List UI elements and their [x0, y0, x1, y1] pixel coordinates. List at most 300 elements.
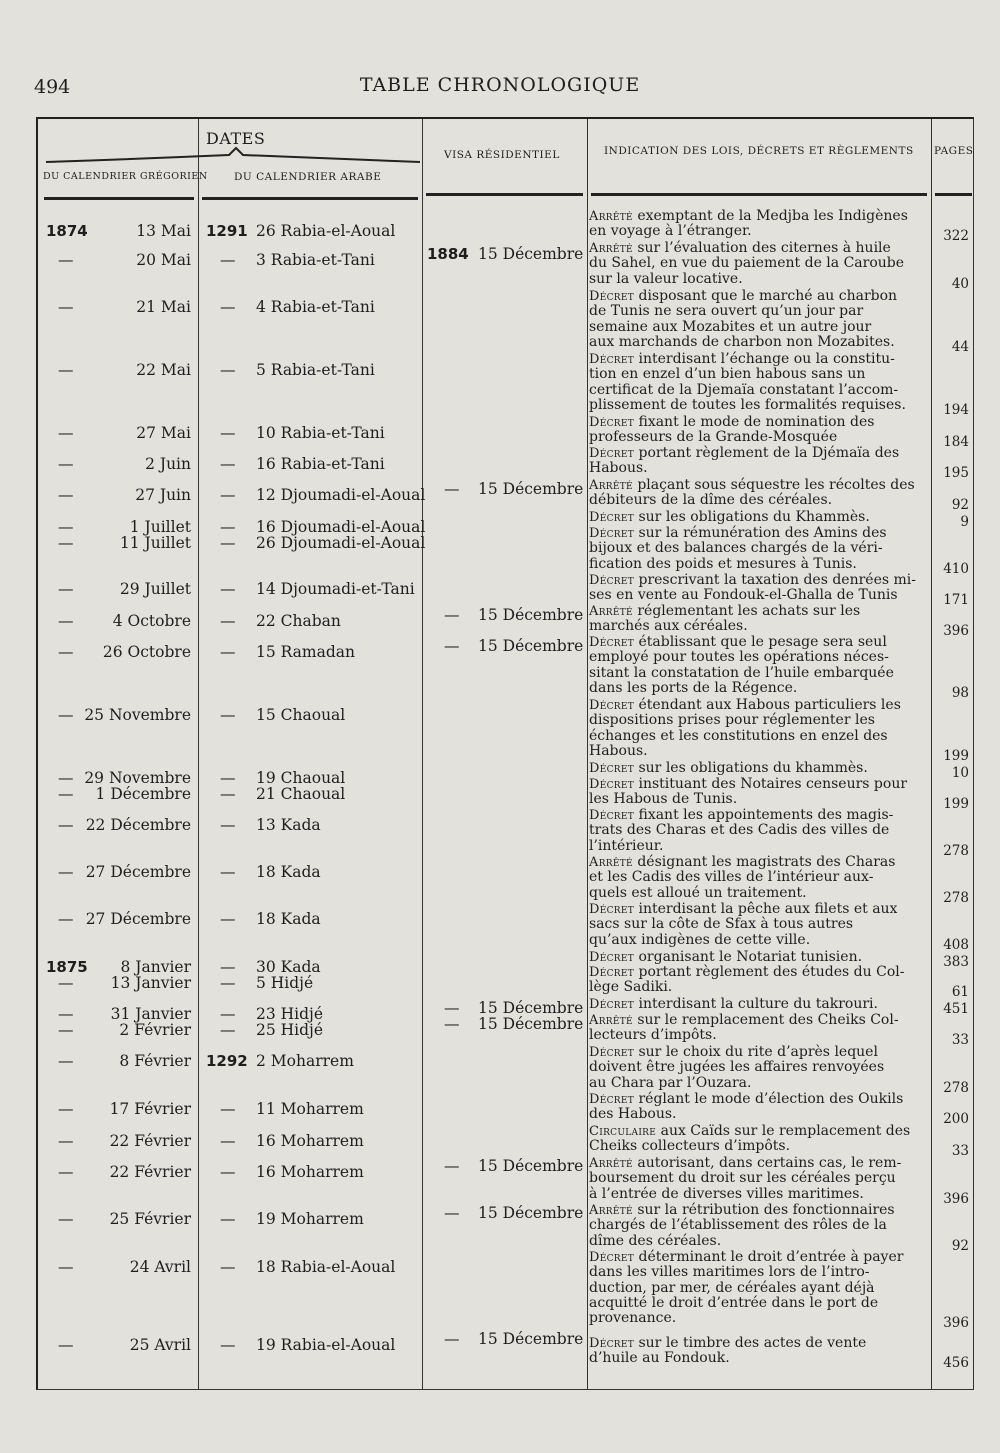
- header-pages: PAGES: [934, 145, 974, 157]
- indication-text: [589, 950, 862, 965]
- page-reference: 396: [943, 1315, 969, 1332]
- indication-text: [589, 635, 894, 696]
- gregorian-year: —: [58, 424, 74, 442]
- indication-line: sitant la constatation de l’huile embarquée: [589, 664, 894, 681]
- arab-year: —: [220, 1021, 236, 1039]
- act-type: Arrêté: [589, 478, 633, 493]
- act-type: Décret: [589, 446, 635, 461]
- gregorian-date: 8 Janvier: [120, 958, 191, 976]
- act-type: Décret: [589, 965, 635, 980]
- gregorian-year: —: [58, 1132, 74, 1150]
- gregorian-year: —: [58, 643, 74, 661]
- act-type: Arrêté: [589, 604, 633, 619]
- gregorian-year: —: [58, 612, 74, 630]
- arab-year: —: [220, 816, 236, 834]
- visa-year: —: [444, 480, 460, 498]
- indication-text: [589, 352, 906, 413]
- arab-date: 19 Chaoual: [256, 769, 346, 787]
- indication-text: [589, 446, 899, 477]
- act-type: Décret: [589, 635, 635, 650]
- page-reference: 98: [951, 684, 969, 701]
- indication-line: Décret interdisant la pêche aux filets et aux: [589, 901, 898, 917]
- visa-date: 15 Décembre: [478, 1157, 584, 1175]
- visa-date: 15 Décembre: [478, 1330, 584, 1348]
- gregorian-year: —: [58, 1052, 74, 1070]
- act-type: Décret: [589, 573, 635, 588]
- visa-date: 15 Décembre: [478, 245, 584, 263]
- indication-line: et les Cadis des villes de l’intérieur aux-: [589, 869, 874, 886]
- page-reference: 396: [943, 1190, 969, 1207]
- arab-year: —: [220, 612, 236, 630]
- arab-year: —: [220, 1210, 236, 1228]
- indication-text: [589, 415, 874, 446]
- act-type: Décret: [589, 415, 635, 430]
- act-type: Arrêté: [589, 1156, 633, 1171]
- gregorian-date: 25 Novembre: [84, 706, 191, 724]
- arab-date: 19 Moharrem: [256, 1210, 364, 1228]
- indication-text: [589, 1092, 903, 1123]
- arab-date: 18 Rabia-el-Aoual: [256, 1258, 396, 1276]
- indication-line: Décret sur les obligations du Khammès.: [589, 509, 870, 525]
- arab-date: 13 Kada: [256, 816, 321, 834]
- arab-year: —: [220, 1132, 236, 1150]
- visa-date: 15 Décembre: [478, 1015, 584, 1033]
- act-type: Décret: [589, 1045, 635, 1060]
- indication-line: doivent être jugées les affaires renvoyées: [589, 1059, 885, 1076]
- indication-text: [589, 1336, 866, 1367]
- indication-line: Décret établissant que le pesage sera seul: [589, 634, 887, 650]
- gregorian-date: 27 Mai: [136, 424, 191, 442]
- indication-text: [589, 573, 916, 604]
- arab-date: 16 Moharrem: [256, 1163, 364, 1181]
- indication-line: boursement du droit sur les céréales perçu: [589, 1170, 896, 1187]
- act-type: Décret: [589, 808, 635, 823]
- indication-text: [589, 965, 904, 996]
- indication-text: [589, 604, 860, 635]
- page-reference: 92: [951, 497, 969, 514]
- page-reference: 278: [943, 1079, 969, 1096]
- gregorian-date: 2 Février: [119, 1021, 191, 1039]
- gregorian-date: 2 Juin: [145, 455, 191, 473]
- visa-date: 15 Décembre: [478, 606, 584, 624]
- page-number: 494: [34, 76, 71, 98]
- indication-line: bijoux et des balances chargés de la véri-: [589, 540, 883, 557]
- arab-date: 11 Moharrem: [256, 1100, 364, 1118]
- page-reference: 451: [943, 1001, 969, 1017]
- arab-year: —: [220, 361, 236, 379]
- indication-text: [589, 1045, 884, 1091]
- act-type: Arrêté: [589, 209, 633, 224]
- page-reference: 171: [943, 592, 969, 609]
- header-gregorian: DU CALENDRIER GRÉGORIEN: [43, 171, 208, 182]
- page-reference: 278: [943, 889, 969, 906]
- indication-line: lège Sadiki.: [589, 979, 673, 996]
- indication-line: du Sahel, en vue du paiement de la Caroube: [589, 255, 905, 272]
- indication-line: Habous.: [589, 460, 648, 477]
- indication-line: Arrêté désignant les magistrats des Charas: [589, 854, 896, 870]
- gregorian-year: —: [58, 1005, 74, 1023]
- visa-year: —: [444, 1157, 460, 1175]
- page-reference: 322: [943, 228, 969, 245]
- arab-date: 5 Rabia-et-Tani: [256, 361, 375, 379]
- indication-line: Cheiks collecteurs d’impôts.: [589, 1138, 791, 1155]
- gregorian-date: 1 Décembre: [95, 785, 191, 803]
- indication-text: [589, 510, 870, 525]
- indication-text: [589, 808, 893, 854]
- arab-year: —: [220, 534, 236, 552]
- indication-line: acquitté le droit d’entrée dans le port de: [589, 1294, 879, 1311]
- page-reference: 184: [943, 434, 969, 451]
- dates-brace: [46, 146, 420, 164]
- indication-line: les Habous de Tunis.: [589, 791, 738, 808]
- indication-line: dîme des céréales.: [589, 1232, 722, 1249]
- page-reference: 10: [951, 765, 969, 781]
- gregorian-date: 8 Février: [119, 1052, 191, 1070]
- arab-date: 5 Hidjé: [256, 974, 314, 992]
- indication-text: [589, 902, 897, 948]
- arab-year: —: [220, 1163, 236, 1181]
- gregorian-year: —: [58, 769, 74, 787]
- indication-line: professeurs de la Grande-Mosquée: [589, 429, 838, 446]
- indication-text: [589, 241, 904, 287]
- indication-text: [589, 289, 897, 350]
- indication-line: de Tunis ne sera ouvert qu’un jour par: [589, 303, 864, 320]
- visa-date: 15 Décembre: [478, 999, 584, 1017]
- indication-line: des Habous.: [589, 1106, 677, 1123]
- header-dates: DATES: [206, 129, 266, 148]
- gregorian-year: —: [58, 1163, 74, 1181]
- gregorian-date: 27 Décembre: [85, 863, 191, 881]
- arab-date: 30 Kada: [256, 958, 321, 976]
- gregorian-date: 4 Octobre: [112, 612, 191, 630]
- arab-year: —: [220, 785, 236, 803]
- arab-date: 15 Ramadan: [256, 643, 356, 661]
- gregorian-year: 1874: [46, 222, 88, 240]
- gregorian-year: —: [58, 816, 74, 834]
- page-reference: 194: [943, 401, 969, 418]
- indication-line: Décret sur la rémunération des Amins des: [589, 525, 887, 541]
- page-reference: 199: [943, 747, 969, 764]
- indication-line: Décret instituant des Notaires censeurs pour: [589, 776, 908, 792]
- gregorian-year: —: [58, 785, 74, 803]
- indication-line: Arrêté exemptant de la Medjba les Indigènes: [589, 208, 908, 224]
- indication-text: [589, 1203, 895, 1249]
- indication-line: Arrêté sur la rétribution des fonctionnaires: [589, 1202, 895, 1218]
- indication-line: en voyage à l’étranger.: [589, 223, 752, 240]
- arab-year: —: [220, 769, 236, 787]
- arab-date: 23 Hidjé: [256, 1005, 324, 1023]
- indication-line: Circulaire aux Caïds sur le remplacement des: [589, 1123, 911, 1139]
- arab-date: 18 Kada: [256, 910, 321, 928]
- act-type: Arrêté: [589, 241, 633, 256]
- arab-year: —: [220, 706, 236, 724]
- indication-line: l’intérieur.: [589, 837, 664, 854]
- indication-line: dans les ports de la Régence.: [589, 679, 798, 696]
- arab-date: 26 Rabia-el-Aoual: [256, 222, 396, 240]
- chronological-table: [36, 117, 974, 1390]
- indication-line: duction, par mer, de céréales ayant déjà: [589, 1279, 875, 1296]
- gregorian-year: —: [58, 1336, 74, 1354]
- indication-line: aux marchands de charbon non Mozabites.: [589, 333, 895, 350]
- indication-line: Habous.: [589, 742, 648, 759]
- indication-line: Décret fixant le mode de nomination des: [589, 414, 875, 430]
- arab-date: 10 Rabia-et-Tani: [256, 424, 385, 442]
- arab-date: 16 Moharrem: [256, 1132, 364, 1150]
- gregorian-year: —: [58, 251, 74, 269]
- indication-line: Décret fixant les appointements des magis-: [589, 807, 894, 823]
- gregorian-year: —: [58, 486, 74, 504]
- indication-text: [589, 1250, 903, 1326]
- gregorian-date: 31 Janvier: [110, 1005, 191, 1023]
- act-type: Décret: [589, 950, 635, 965]
- gregorian-date: 24 Avril: [129, 1258, 191, 1276]
- indication-line: ses en vente au Fondouk-el-Ghalla de Tunis: [589, 587, 898, 604]
- indication-line: Décret sur le timbre des actes de vente: [589, 1335, 867, 1351]
- arab-date: 4 Rabia-et-Tani: [256, 298, 375, 316]
- indication-line: tion en enzel d’un bien habous sans un: [589, 366, 866, 383]
- arab-date: 16 Djoumadi-el-Aoual: [256, 518, 426, 536]
- gregorian-date: 22 Février: [109, 1163, 191, 1181]
- act-type: Décret: [589, 1092, 635, 1107]
- indication-line: Décret portant règlement des études du Col-: [589, 964, 905, 980]
- header-rule: [44, 197, 194, 200]
- arab-year: —: [220, 910, 236, 928]
- act-type: Décret: [589, 698, 635, 713]
- act-type: Décret: [589, 902, 635, 917]
- gregorian-date: 13 Janvier: [110, 974, 191, 992]
- indication-line: Décret disposant que le marché au charbon: [589, 288, 898, 304]
- indication-text: [589, 698, 901, 759]
- visa-year: —: [444, 1015, 460, 1033]
- indication-text: [589, 209, 908, 240]
- arab-year: —: [220, 643, 236, 661]
- arab-year: —: [220, 1336, 236, 1354]
- indication-text: [589, 777, 907, 808]
- header-rule: [202, 197, 418, 200]
- gregorian-year: —: [58, 910, 74, 928]
- arab-date: 12 Djoumadi-el-Aoual: [256, 486, 426, 504]
- header-arab: DU CALENDRIER ARABE: [234, 171, 382, 183]
- page-reference: 200: [943, 1111, 969, 1128]
- indication-line: d’huile au Fondouk.: [589, 1350, 730, 1367]
- indication-text: [589, 761, 868, 776]
- gregorian-date: 22 Mai: [136, 361, 191, 379]
- indication-line: trats des Charas et des Cadis des villes de: [589, 822, 890, 839]
- arab-year: —: [220, 251, 236, 269]
- indication-text: [589, 526, 887, 572]
- visa-year: —: [444, 637, 460, 655]
- visa-year: —: [444, 1330, 460, 1348]
- arab-date: 18 Kada: [256, 863, 321, 881]
- indication-line: Arrêté sur l’évaluation des citernes à huile: [589, 240, 891, 256]
- gregorian-year: —: [58, 534, 74, 552]
- arab-year: —: [220, 486, 236, 504]
- header-visa: VISA RÉSIDENTIEL: [444, 149, 560, 161]
- act-type: Arrêté: [589, 1203, 633, 1218]
- act-type: Décret: [589, 761, 635, 776]
- act-type: Arrêté: [589, 855, 633, 870]
- act-type: Décret: [589, 1250, 635, 1265]
- gregorian-date: 25 Avril: [129, 1336, 191, 1354]
- visa-year: —: [444, 1204, 460, 1222]
- indication-line: lecteurs d’impôts.: [589, 1027, 717, 1044]
- header-rule: [426, 193, 583, 196]
- gregorian-year: —: [58, 706, 74, 724]
- indication-text: [589, 478, 915, 509]
- gregorian-date: 29 Novembre: [84, 769, 191, 787]
- indication-line: débiteurs de la dîme des céréales.: [589, 492, 833, 509]
- visa-year: 1884: [427, 245, 469, 263]
- gregorian-year: —: [58, 518, 74, 536]
- visa-year: —: [444, 999, 460, 1017]
- gregorian-date: 22 Février: [109, 1132, 191, 1150]
- column-divider: [198, 119, 199, 1389]
- page-reference: 44: [951, 338, 969, 355]
- indication-line: dans les villes maritimes lors de l’intro-: [589, 1264, 870, 1281]
- column-divider: [422, 119, 423, 1389]
- arab-year: —: [220, 455, 236, 473]
- gregorian-year: —: [58, 580, 74, 598]
- gregorian-date: 26 Octobre: [102, 643, 191, 661]
- indication-line: certificat de la Djemaïa constatant l’accom-: [589, 381, 899, 398]
- act-type: Décret: [589, 777, 635, 792]
- gregorian-date: 1 Juillet: [129, 518, 191, 536]
- page-reference: 40: [951, 275, 969, 292]
- arab-date: 21 Chaoual: [256, 785, 346, 803]
- indication-line: échanges et les constitutions en enzel des: [589, 727, 888, 744]
- indication-line: Décret déterminant le droit d’entrée à payer: [589, 1249, 904, 1265]
- gregorian-date: 17 Février: [109, 1100, 191, 1118]
- arab-year: —: [220, 298, 236, 316]
- indication-line: Arrêté plaçant sous séquestre les récoltes des: [589, 477, 915, 493]
- act-type: Décret: [589, 352, 635, 367]
- indication-line: Décret portant règlement de la Djémaïa des: [589, 445, 900, 461]
- header-rule: [591, 193, 927, 196]
- page-reference: 9: [960, 514, 969, 530]
- arab-date: 26 Djoumadi-el-Aoual: [256, 534, 426, 552]
- page-reference: 199: [943, 796, 969, 813]
- page-reference: 456: [943, 1355, 969, 1372]
- act-type: Décret: [589, 1336, 635, 1351]
- arab-year: 1291: [206, 222, 248, 240]
- visa-date: 15 Décembre: [478, 637, 584, 655]
- gregorian-year: —: [58, 298, 74, 316]
- gregorian-date: 11 Juillet: [119, 534, 191, 552]
- arab-year: —: [220, 863, 236, 881]
- act-type: Circulaire: [589, 1124, 657, 1139]
- arab-year: —: [220, 424, 236, 442]
- page-reference: 396: [943, 623, 969, 640]
- act-type: Décret: [589, 510, 635, 525]
- gregorian-year: —: [58, 1210, 74, 1228]
- gregorian-date: 21 Mai: [136, 298, 191, 316]
- gregorian-date: 25 Février: [109, 1210, 191, 1228]
- page-title: TABLE CHRONOLOGIQUE: [359, 74, 641, 96]
- page-reference: 383: [943, 954, 969, 970]
- indication-line: fication des poids et mesures à Tunis.: [589, 555, 857, 572]
- indication-line: Décret prescrivant la taxation des denrées mi-: [589, 572, 916, 588]
- gregorian-year: —: [58, 974, 74, 992]
- page-reference: 61: [951, 984, 969, 1001]
- arab-date: 22 Chaban: [256, 612, 341, 630]
- act-type: Décret: [589, 526, 635, 541]
- indication-line: Décret sur les obligations du khammès.: [589, 760, 868, 776]
- arab-year: —: [220, 1005, 236, 1023]
- indication-text: [589, 1124, 910, 1155]
- arab-year: —: [220, 580, 236, 598]
- indication-line: Arrêté réglementant les achats sur les: [589, 603, 861, 619]
- indication-line: Décret interdisant la culture du takrouri.: [589, 996, 878, 1012]
- arab-year: 1292: [206, 1052, 248, 1070]
- indication-line: Arrêté sur le remplacement des Cheiks Col-: [589, 1012, 899, 1028]
- act-type: Décret: [589, 997, 635, 1012]
- gregorian-date: 27 Juin: [135, 486, 191, 504]
- page-reference: 410: [943, 560, 969, 577]
- arab-year: —: [220, 958, 236, 976]
- indication-line: quels est alloué un traitement.: [589, 884, 807, 901]
- indication-line: Décret sur le choix du rite d’après lequel: [589, 1044, 878, 1060]
- page-reference: 408: [943, 936, 969, 953]
- indication-line: marchés aux céréales.: [589, 618, 748, 635]
- indication-line: employé pour toutes les opérations néces-: [589, 649, 889, 666]
- arab-date: 3 Rabia-et-Tani: [256, 251, 375, 269]
- visa-date: 15 Décembre: [478, 1204, 584, 1222]
- gregorian-year: —: [58, 361, 74, 379]
- indication-line: chargés de l’établissement des rôles de la: [589, 1217, 887, 1234]
- indication-line: semaine aux Mozabites et un autre jour: [589, 318, 872, 335]
- gregorian-year: —: [58, 455, 74, 473]
- gregorian-year: —: [58, 1258, 74, 1276]
- indication-line: Décret réglant le mode d’élection des Oukils: [589, 1091, 904, 1107]
- arab-year: —: [220, 518, 236, 536]
- gregorian-date: 27 Décembre: [85, 910, 191, 928]
- indication-text: [589, 997, 878, 1012]
- gregorian-date: 13 Mai: [136, 222, 191, 240]
- indication-line: dispositions prises pour réglementer les: [589, 712, 875, 729]
- visa-year: —: [444, 606, 460, 624]
- arab-date: 14 Djoumadi-et-Tani: [256, 580, 415, 598]
- indication-text: [589, 1156, 901, 1202]
- arab-date: 19 Rabia-el-Aoual: [256, 1336, 396, 1354]
- gregorian-date: 20 Mai: [136, 251, 191, 269]
- indication-line: provenance.: [589, 1310, 677, 1327]
- gregorian-year: 1875: [46, 958, 88, 976]
- visa-date: 15 Décembre: [478, 480, 584, 498]
- page-reference: 33: [951, 1143, 969, 1160]
- indication-line: sur la valeur locative.: [589, 270, 743, 287]
- gregorian-year: —: [58, 1021, 74, 1039]
- page-reference: 278: [943, 842, 969, 859]
- arab-date: 16 Rabia-et-Tani: [256, 455, 385, 473]
- act-type: Décret: [589, 289, 635, 304]
- indication-line: à l’entrée de diverses villes maritimes.: [589, 1185, 864, 1202]
- gregorian-year: —: [58, 1100, 74, 1118]
- indication-line: plissement de toutes les formalités requises.: [589, 396, 906, 413]
- indication-line: Arrêté autorisant, dans certains cas, le rem-: [589, 1155, 902, 1171]
- header-rule: [935, 193, 972, 196]
- gregorian-date: 22 Décembre: [85, 816, 191, 834]
- page-reference: 33: [951, 1032, 969, 1049]
- arab-date: 15 Chaoual: [256, 706, 346, 724]
- gregorian-date: 29 Juillet: [119, 580, 191, 598]
- page-reference: 195: [943, 465, 969, 482]
- indication-line: sacs sur la côte de Sfax à tous autres: [589, 916, 854, 933]
- indication-line: qu’aux indigènes de cette ville.: [589, 931, 811, 948]
- indication-text: [589, 855, 895, 901]
- indication-line: Décret organisant le Notariat tunisien.: [589, 949, 863, 965]
- indication-line: Décret interdisant l’échange ou la constitu-: [589, 351, 895, 367]
- arab-year: —: [220, 1100, 236, 1118]
